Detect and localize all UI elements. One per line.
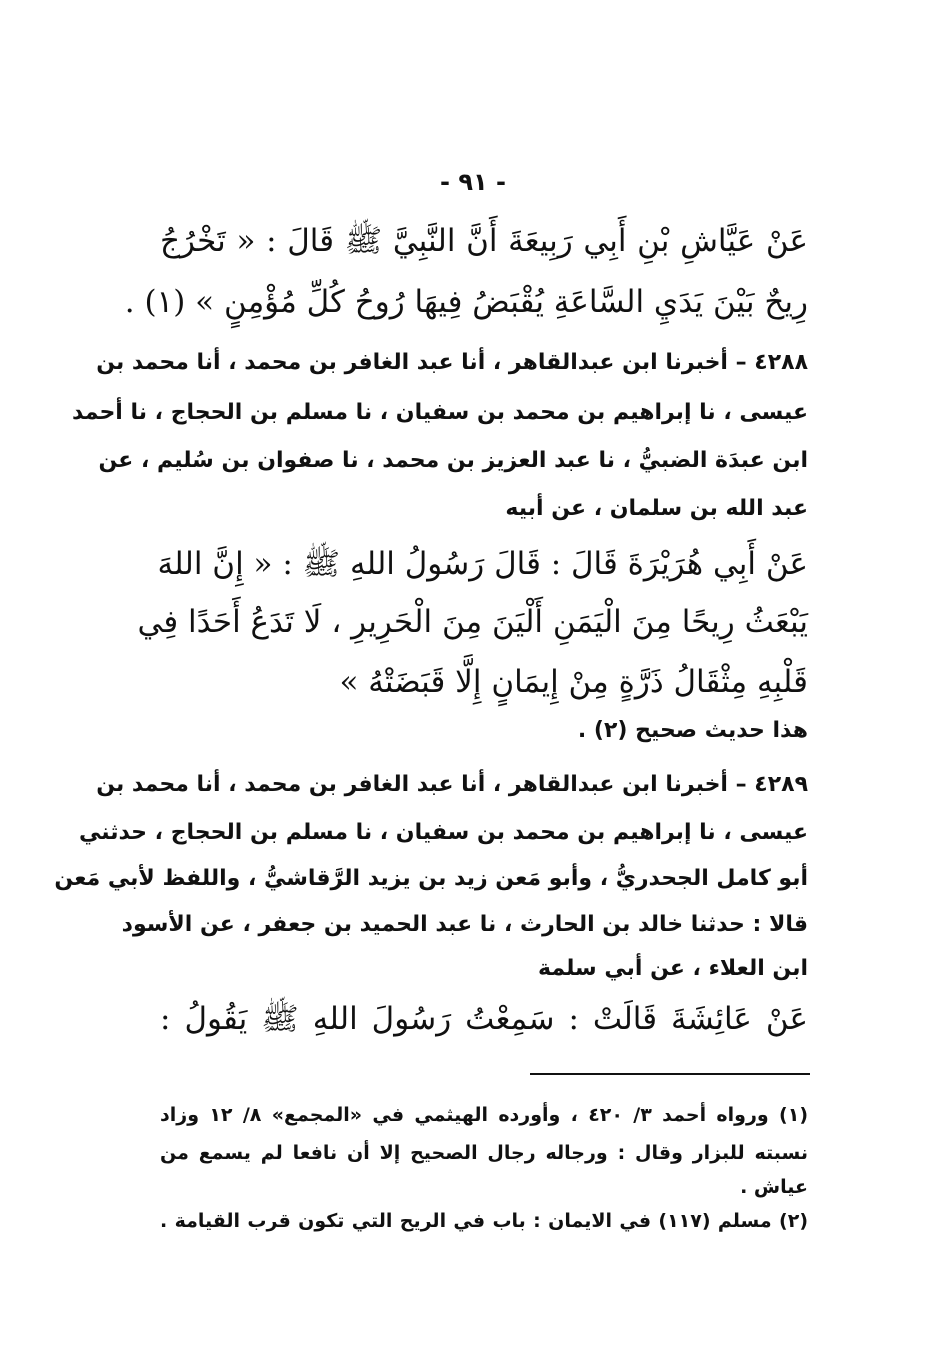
hadith-text-line: عَنْ أَبِي هُرَيْرَةَ قَالَ : قَالَ رَسُولُ اللهِ ﷺ : « إِنَّ اللهَ [157, 546, 808, 582]
hadith-text-line: رِيحٌ بَيْنَ يَدَيِ السَّاعَةِ يُقْبَضُ فِيهَا رُوحُ كُلِّ مُؤْمِنٍ » (١) . [124, 284, 808, 320]
hadith-text-line: عَنْ عَيَّاشِ بْنِ أَبِي رَبِيعَةَ أَنَّ النَّبِيَّ ﷺ قَالَ : « تَخْرُجُ [160, 223, 808, 259]
page-number: - ٩١ - [440, 168, 506, 196]
isnad-line: عيسى ، نا إبراهيم بن محمد بن سفيان ، نا مسلم بن الحجاج ، حدثني [78, 820, 808, 845]
isnad-line: ٤٢٨٨ – أخبرنا ابن عبدالقاهر ، أنا عبد الغافر بن محمد ، أنا محمد بن [96, 350, 808, 375]
hadith-text-line: عَنْ عَائِشَةَ قَالَتْ : سَمِعْتُ رَسُولَ اللهِ ﷺ يَقُولُ : [160, 1001, 808, 1037]
footnote-line: نسبته للبزار وقال : ورجاله رجال الصحيح إلا أن نافعا لم يسمع من [160, 1142, 808, 1164]
isnad-line: عبد الله بن سلمان ، عن أبيه [505, 496, 808, 521]
isnad-line: ٤٢٨٩ – أخبرنا ابن عبدالقاهر ، أنا عبد الغافر بن محمد ، أنا محمد بن [96, 772, 808, 797]
hadith-text-line: قَلْبِهِ مِثْقَالُ ذَرَّةٍ مِنْ إِيمَانٍ إِلَّا قَبَضَتْهُ » [339, 664, 808, 700]
isnad-line: عيسى ، نا إبراهيم بن محمد بن سفيان ، نا مسلم بن الحجاج ، نا أحمد [71, 400, 808, 425]
isnad-line: أبو كامل الجحدريُّ ، وأبو مَعن زيد بن يزيد الرَّقاشيُّ ، واللفظ لأبي مَعن [54, 866, 808, 891]
footnote-divider [530, 1073, 810, 1075]
footnote-line: عياش . [740, 1176, 808, 1198]
footnote-line: (١) ورواه أحمد ٣/ ٤٢٠ ، وأورده الهيثمي في «المجمع» ٨/ ١٢ وزاد [160, 1104, 808, 1126]
isnad-line: ابن عبدَة الضبيُّ ، نا عبد العزيز بن محمد ، نا صفوان بن سُليم ، عن [98, 448, 808, 473]
hadith-grading: هذا حديث صحيح (٢) . [577, 718, 808, 743]
footnote-line: (٢) مسلم (١١٧) في الايمان : باب في الريح التي تكون قرب القيامة . [160, 1210, 808, 1232]
isnad-line: قالا : حدثنا خالد بن الحارث ، نا عبد الحميد بن جعفر ، عن الأسود [121, 912, 808, 937]
isnad-line: ابن العلاء ، عن أبي سلمة [537, 956, 808, 981]
hadith-text-line: يَبْعَثُ رِيحًا مِنَ الْيَمَنِ أَلْيَنَ مِنَ الْحَرِيرِ ، لَا تَدَعُ أَحَدًا فِي [137, 604, 808, 640]
